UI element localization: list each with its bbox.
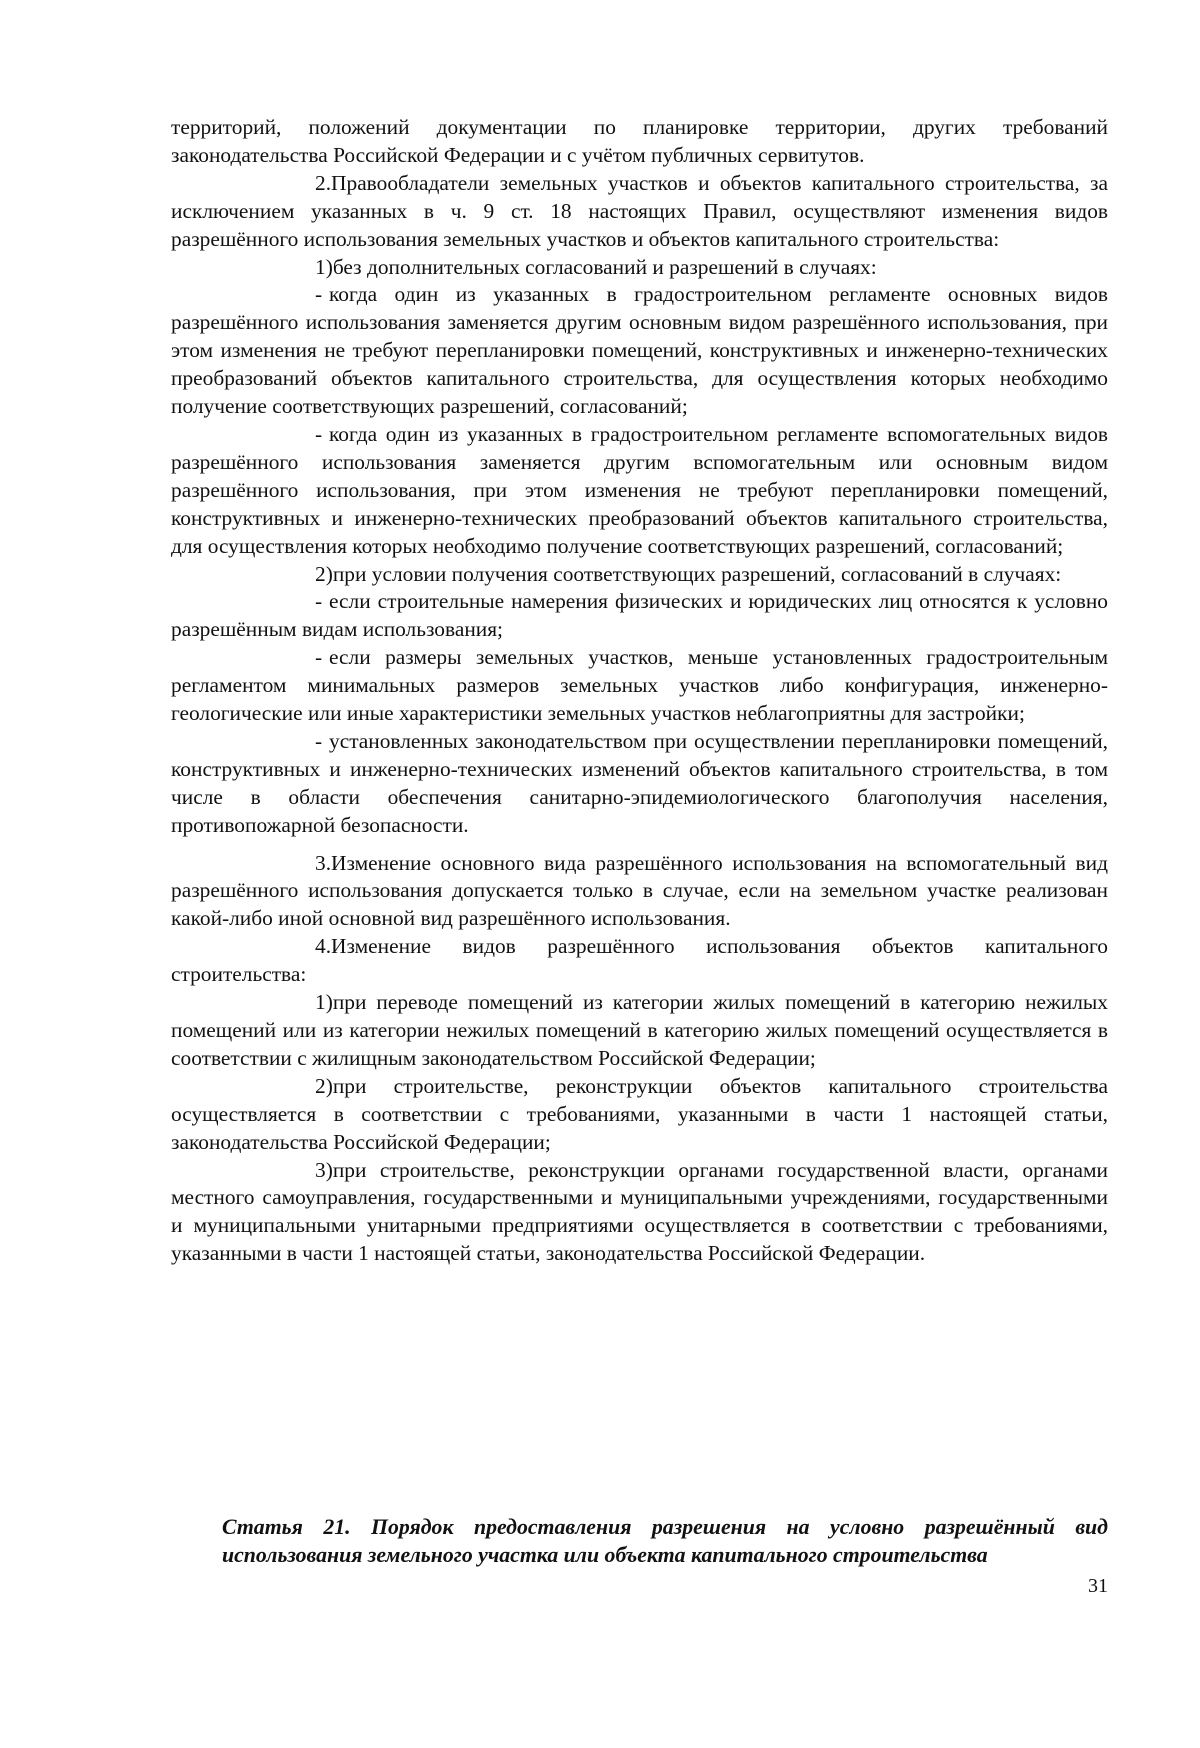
paragraph-text: установленных законодательством при осуществлении перепланировки помещений, конструктивных и инженерно-технических изменений объектов капитального строительства, в том числе в области обеспечения санитарно-эпидемиологического благополучия населения, противопожарной безопасности. bbox=[171, 728, 1108, 837]
paragraph-text: Правообладатели земельных участков и объектов капитального строительства, за исключением указанных в ч. 9 ст. 18 настоящих Правил, осуществляют изменения видов разрешённого использования земельных участков и объектов капитального строительства: bbox=[171, 170, 1108, 251]
subitem-3 bbox=[171, 1157, 1108, 1269]
item-marker: 3. bbox=[315, 850, 332, 875]
dash-marker: - bbox=[315, 589, 323, 614]
paragraph-text: при условии получения соответствующих разрешений, согласований в случаях: bbox=[332, 561, 1062, 586]
item-marker: 4. bbox=[315, 934, 332, 959]
paragraph-text: Изменение основного вида разрешённого использования на вспомогательный вид разрешённого использования допускается только в случае, если на земельном участке реализован какой-либо иной основной вид разрешённого использования. bbox=[171, 850, 1108, 931]
paragraph-text: когда один из указанных в градостроительном регламенте основных видов разрешённого использования заменяется другим основным видом разрешённого использования, при этом изменения не требуют перепланировки помещений, конструктивных и инженерно-технических преобразований объектов капитального строительства, для осуществления которых необходимо получение соответствующих разрешений, согласований; bbox=[171, 282, 1108, 419]
paragraph-text: без дополнительных согласований и разрешений в случаях: bbox=[332, 254, 877, 279]
heading-line-1: Статья 21. Порядок предоставления разрешения на условно разрешённый вид bbox=[222, 1515, 1108, 1539]
subitem-2 bbox=[171, 561, 1108, 589]
paragraph-text: если размеры земельных участков, меньше установленных градостроительным регламентом минимальных размеров земельных участков либо конфигурация, инженерно- геологические или иные характеристики земельных участков неблагоприятны для застройки; bbox=[171, 645, 1108, 726]
subitem-1 bbox=[171, 989, 1108, 1073]
item-marker: 1) bbox=[315, 254, 333, 279]
dash-marker: - bbox=[315, 728, 323, 753]
paragraph-item-3 bbox=[171, 850, 1108, 934]
item-marker: 2) bbox=[315, 561, 333, 586]
dash-item bbox=[171, 644, 1108, 728]
paragraph-text: при строительстве, реконструкции органами государственной власти, органами местного самоуправления, государственными и муниципальными учреждениями, государственными и муниципальными унитарными предприятиями осуществляется в соответствии с требованиями, указанными в части 1 настоящей статьи, законодательства Российской Федерации. bbox=[171, 1157, 1108, 1266]
paragraph-item-2 bbox=[171, 170, 1108, 254]
dash-marker: - bbox=[315, 282, 323, 307]
item-marker: 3) bbox=[315, 1157, 333, 1182]
article-heading bbox=[222, 1513, 1108, 1569]
subitem-1 bbox=[171, 254, 1108, 282]
dash-item bbox=[171, 588, 1108, 644]
paragraph-text: Изменение видов разрешённого использования объектов капитального строительства: bbox=[171, 934, 1108, 987]
dash-item bbox=[171, 728, 1108, 840]
paragraph-text: при переводе помещений из категории жилых помещений в категорию нежилых помещений или из категории нежилых помещений в категорию жилых помещений осуществляется в соответствии с жилищным законодательством Российской Федерации; bbox=[171, 990, 1108, 1070]
dash-item bbox=[171, 281, 1108, 421]
article-body bbox=[171, 114, 1108, 1268]
dash-marker: - bbox=[315, 421, 323, 446]
paragraph-text: территорий, положений документации по планировке территории, других требований законодательства Российской Федерации и с учётом публичных сервитутов. bbox=[171, 115, 1108, 167]
dash-marker: - bbox=[315, 645, 323, 670]
heading-line-2: использования земельного участка или объекта капитального строительства bbox=[222, 1543, 988, 1567]
item-marker: 2. bbox=[315, 170, 332, 195]
subitem-2 bbox=[171, 1073, 1108, 1157]
paragraph-text: при строительстве, реконструкции объектов капитального строительства осуществляется в соответствии с требованиями, указанными в части 1 настоящей статьи, законодательства Российской Федерации; bbox=[171, 1073, 1108, 1154]
dash-item bbox=[171, 421, 1108, 561]
page-number: 31 bbox=[1088, 1575, 1108, 1597]
item-marker: 1) bbox=[315, 990, 333, 1015]
paragraph-text: если строительные намерения физических и юридических лиц относятся к условно разрешённым видам использования; bbox=[171, 589, 1108, 642]
paragraph-continuation bbox=[171, 114, 1108, 170]
item-marker: 2) bbox=[315, 1073, 333, 1098]
paragraph-text: когда один из указанных в градостроительном регламенте вспомогательных видов разрешённого использования заменяется другим вспомогательным или основным видом разрешённого использования, при этом изменения не требуют перепланировки помещений, конструктивных и инженерно-технических преобразований объектов капитального строительства, для осуществления которых необходимо получение соответствующих разрешений, согласований; bbox=[171, 421, 1108, 558]
paragraph-item-4 bbox=[171, 933, 1108, 989]
